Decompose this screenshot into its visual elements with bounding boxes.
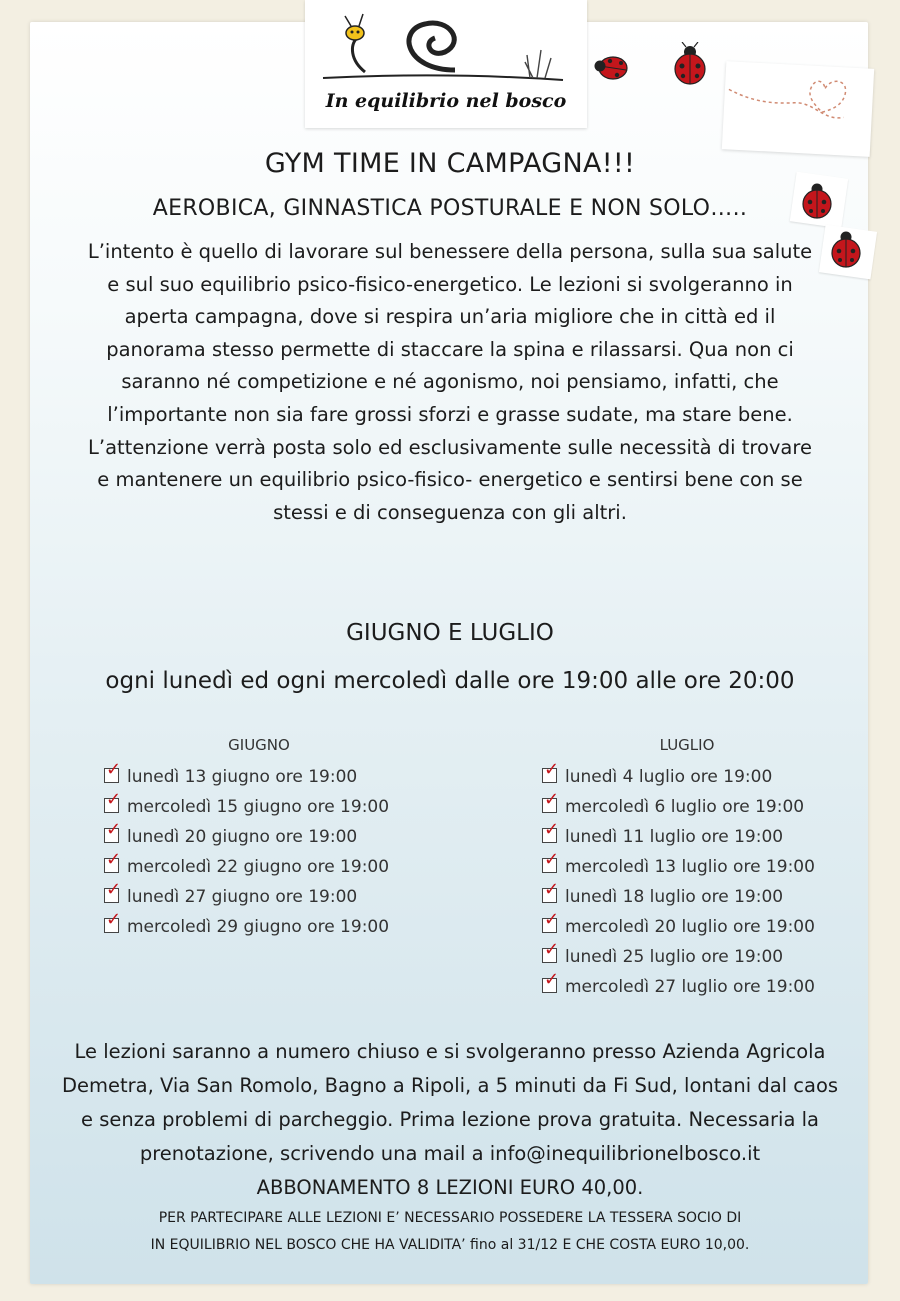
list-item bbox=[104, 912, 390, 942]
luglio-heading: LUGLIO bbox=[659, 736, 715, 754]
list-item bbox=[542, 852, 832, 882]
list-item bbox=[542, 792, 832, 822]
list-item-label: mercoledì 22 giugno ore 19:00 bbox=[127, 857, 390, 877]
list-item-label: lunedì 13 giugno ore 19:00 bbox=[127, 767, 358, 787]
intro-line: L’attenzione verrà posta solo ed esclusivamente sulle necessità di trovare bbox=[88, 435, 812, 459]
checkbox-icon bbox=[104, 918, 119, 933]
list-item-label: mercoledì 6 luglio ore 19:00 bbox=[565, 797, 805, 817]
intro-line: l’importante non sia fare grossi sforzi e grasse sudate, ma stare bene. bbox=[107, 402, 793, 426]
checkbox-icon bbox=[542, 858, 557, 873]
snail-logo-icon bbox=[305, 0, 587, 95]
ladybug-icon bbox=[670, 42, 710, 86]
list-item-label: mercoledì 27 luglio ore 19:00 bbox=[565, 977, 815, 997]
subscription-price: ABBONAMENTO 8 LEZIONI EURO 40,00. bbox=[256, 1176, 644, 1199]
list-item-label: lunedì 11 luglio ore 19:00 bbox=[565, 827, 784, 847]
giugno-list bbox=[104, 736, 390, 942]
list-item bbox=[104, 822, 374, 852]
footer-line: Le lezioni saranno a numero chiuso e si svolgeranno presso Azienda Agricola bbox=[74, 1040, 826, 1063]
checkbox-icon bbox=[542, 768, 557, 783]
membership-note bbox=[60, 1205, 840, 1259]
list-item-label: lunedì 25 luglio ore 19:00 bbox=[565, 947, 784, 967]
luglio-list bbox=[542, 736, 832, 1002]
heart-doodle-icon bbox=[722, 61, 874, 157]
note-card bbox=[722, 61, 874, 157]
list-item bbox=[542, 972, 832, 1002]
intro-line: aperta campagna, dove si respira un’aria migliore che in città ed il bbox=[124, 305, 776, 329]
intro-line: L’intento è quello di lavorare sul benessere della persona, sulla sua salute bbox=[87, 240, 813, 263]
giugno-heading: GIUGNO bbox=[228, 736, 290, 754]
ladybug-icon bbox=[593, 50, 631, 82]
checkbox-icon bbox=[542, 978, 557, 993]
intro-paragraph bbox=[60, 236, 840, 529]
list-item-label: mercoledì 29 giugno ore 19:00 bbox=[127, 917, 390, 937]
list-item-label: lunedì 4 luglio ore 19:00 bbox=[565, 767, 773, 787]
membership-line: PER PARTECIPARE ALLE LEZIONI E’ NECESSARIO POSSEDERE LA TESSERA SOCIO DI bbox=[158, 1210, 742, 1226]
logo-card bbox=[305, 0, 587, 128]
list-item bbox=[542, 822, 832, 852]
checkbox-icon bbox=[104, 828, 119, 843]
list-item-label: lunedì 27 giugno ore 19:00 bbox=[127, 887, 358, 907]
list-item bbox=[542, 882, 832, 912]
intro-line: saranno né competizione e né agonismo, noi pensiamo, infatti, che bbox=[121, 370, 779, 394]
intro-line: stessi e di conseguenza con gli altri. bbox=[273, 500, 627, 524]
list-item-label: lunedì 20 giugno ore 19:00 bbox=[127, 827, 358, 847]
list-item-label: mercoledì 13 luglio ore 19:00 bbox=[565, 857, 815, 877]
membership-line: IN EQUILIBRIO NEL BOSCO CHE HA VALIDITA’ fino al 31/12 E CHE COSTA EURO 10,00. bbox=[150, 1237, 750, 1253]
list-item bbox=[104, 852, 390, 882]
checkbox-icon bbox=[104, 798, 119, 813]
logo-text: In equilibrio nel bosco bbox=[325, 90, 567, 112]
list-item bbox=[104, 882, 374, 912]
checkbox-icon bbox=[104, 768, 119, 783]
intro-line: e mantenere un equilibrio psico-fisico- energetico e sentirsi bene con se bbox=[97, 468, 803, 492]
list-item-label: mercoledì 20 luglio ore 19:00 bbox=[565, 917, 815, 937]
footer-line: e senza problemi di parcheggio. Prima lezione prova gratuita. Necessaria la bbox=[81, 1108, 819, 1131]
checkbox-icon bbox=[104, 858, 119, 873]
checkbox-icon bbox=[542, 888, 557, 903]
list-item bbox=[542, 912, 832, 942]
list-item bbox=[104, 792, 390, 822]
list-item-label: mercoledì 15 giugno ore 19:00 bbox=[127, 797, 390, 817]
schedule-text: ogni lunedì ed ogni mercoledì dalle ore 19:00 alle ore 20:00 bbox=[105, 668, 795, 694]
checkbox-icon bbox=[542, 828, 557, 843]
checkbox-icon bbox=[542, 948, 557, 963]
footer-email-line[interactable]: prenotazione, scrivendo una mail a info@inequilibrionelbosco.it bbox=[139, 1142, 761, 1165]
list-item bbox=[104, 762, 374, 792]
page-subtitle: AEROBICA, GINNASTICA POSTURALE E NON SOLO….. bbox=[152, 196, 748, 221]
footer-paragraph bbox=[60, 1035, 840, 1205]
list-item bbox=[542, 762, 832, 792]
intro-line: e sul suo equilibrio psico-fisico-energetico. Le lezioni si svolgeranno in bbox=[107, 272, 793, 296]
checkbox-icon bbox=[104, 888, 119, 903]
list-item bbox=[542, 942, 832, 972]
list-item-label: lunedì 18 luglio ore 19:00 bbox=[565, 887, 784, 907]
months-title: GIUGNO E LUGLIO bbox=[346, 620, 554, 646]
page-title: GYM TIME IN CAMPAGNA!!! bbox=[264, 148, 636, 179]
intro-line: panorama stesso permette di staccare la spina e rilassarsi. Qua non ci bbox=[106, 337, 794, 361]
checkbox-icon bbox=[542, 798, 557, 813]
footer-line: Demetra, Via San Romolo, Bagno a Ripoli, a 5 minuti da Fi Sud, lontani dal caos bbox=[61, 1074, 839, 1097]
checkbox-icon bbox=[542, 918, 557, 933]
